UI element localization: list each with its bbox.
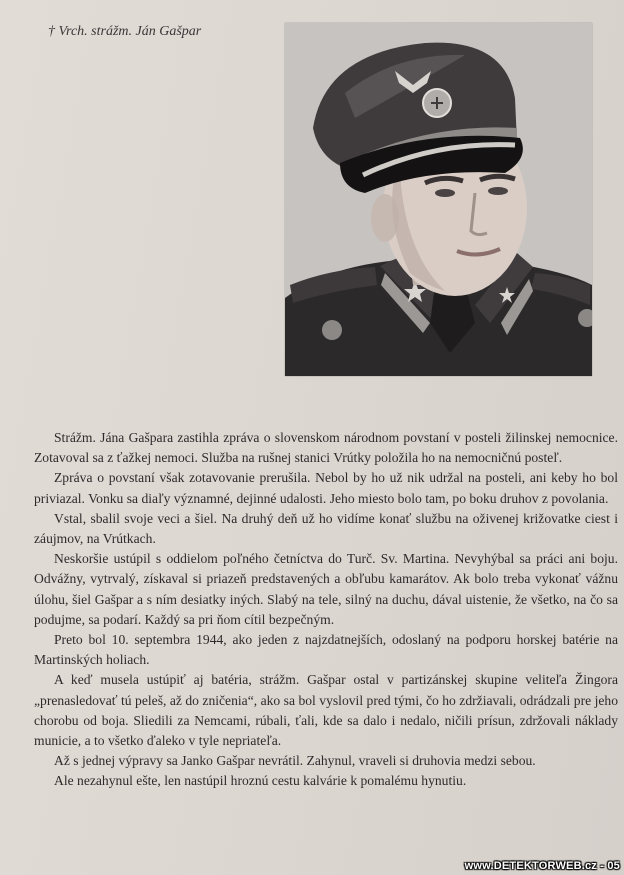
portrait-illustration <box>285 23 592 376</box>
paragraph: Ale nezahynul ešte, len nastúpil hroznú cestu kalvárie k pomalému hynutiu. <box>54 773 467 789</box>
paragraph: Strážm. Jána Gašpara zastihla zpráva o slovenskom národnom povstaní v posteli žilinskej nemocnice. Zotavoval sa z ťažkej nemoci. Služba na rušnej stanici Vrútky položila ho na nemocničnú posteľ. <box>34 430 618 466</box>
article-body <box>34 428 618 792</box>
paragraph: Zpráva o povstaní však zotavovanie prerušila. Nebol by ho už nik udržal na posteli, ani keby ho bol priviazal. Vonku sa diaľy významné, dejinné udalosti. Jeho miesto bolo tam, po boku druhov z povolania. <box>34 470 618 506</box>
paragraph: Až s jednej výpravy sa Janko Gašpar nevrátil. Zahynul, vraveli si druhovia medzi sebou. <box>54 753 536 769</box>
site-watermark: www.DETEKTORWEB.cz - 05 <box>464 860 620 872</box>
portrait-photo <box>285 23 592 376</box>
paragraph: Neskoršie ustúpil s oddielom poľného četníctva do Turč. Sv. Martina. Nevyhýbal sa práci ani boju. Odvážny, vytrvalý, získaval si priazeň predstavených a obľubu kamarátov. Ak bolo treba vykonať vážnu úlohu, šiel Gašpar a s ním desiatky iných. Slabý na tele, silný na duchu, dával uistenie, že všetko, na čo sa podujme, sa podarí. Každý sa pri ňom cítil bezpečným. <box>34 551 618 627</box>
paragraph: Preto bol 10. septembra 1944, ako jeden z najzdatnejších, odoslaný na podporu horskej batérie na Martinských holiach. <box>34 632 618 668</box>
paragraph: Vstal, sbalil svoje veci a šiel. Na druhý deň už ho vidíme konať službu na oživenej križovatke ciest i záujmov, na Vrútkach. <box>34 510 618 547</box>
photo-caption: † Vrch. strážm. Ján Gašpar <box>48 24 202 39</box>
paragraph: A keď musela ustúpiť aj batéria, strážm. Gašpar ostal v partizánskej skupine veliteľa Žingora „prenasledovať tú peleš, až do zničenia“, ako sa bol vyslovil pred tými, čo ho zdržiavali, odrádzali pre jeho chorobu od boja. Sliedili za Nemcami, rúbali, ťali, kde sa dalo i nedalo, ničili prísun, zdržovali náklady municie, a to všetko ďaleko v tyle nepriateľa. <box>34 672 618 749</box>
